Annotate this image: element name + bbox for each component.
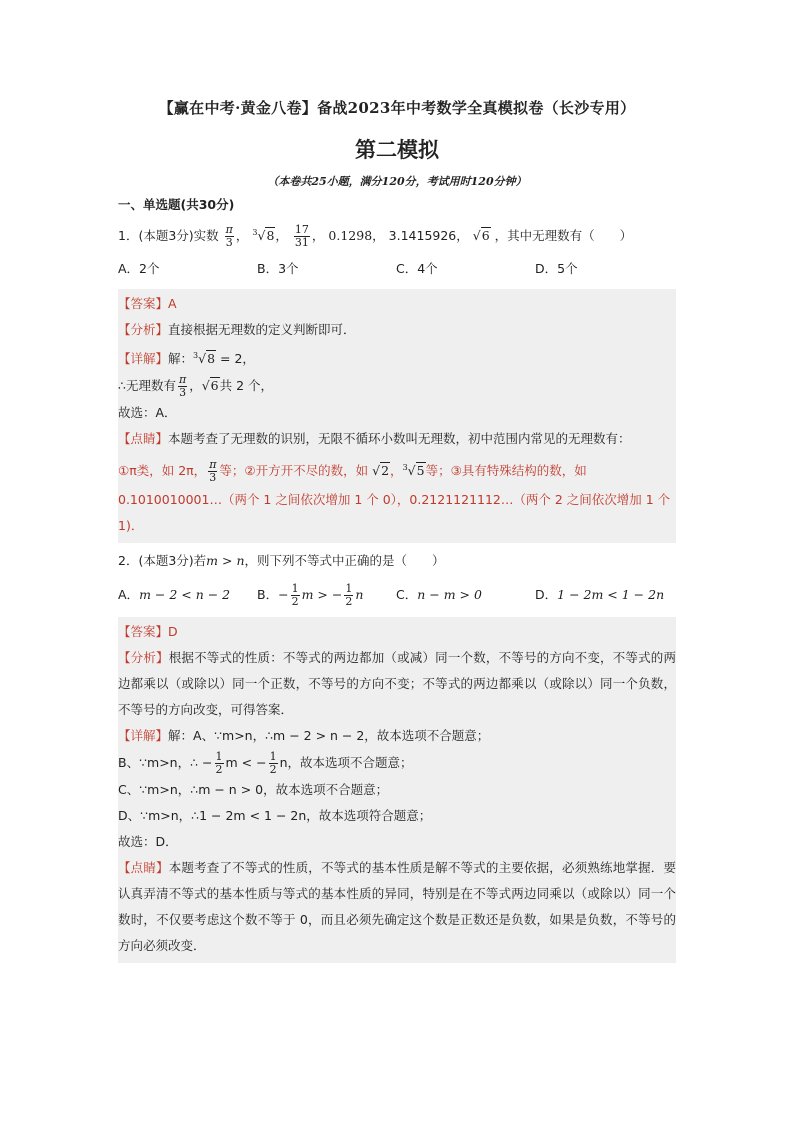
repeating-decimal: 0.129̇8̇ [328, 228, 373, 244]
question-1-stem: 1．(本题3分)实数 $\frac{\pi}{3}$ ， $^3$√8， $\frac{17}{31}$ ， 0.129̇8̇， 3.1415926， √6 ，其中无理数有（ ） [118, 223, 633, 250]
q2-analysis: 【分析】根据不等式的性质：不等式的两边都加（或减）同一个数，不等号的方向不变，不等式的两边都乘以（或除以）同一个正数，不等号的方向不变；不等式的两边都乘以（或除以）同一个负数，不等号的方向改变，可得答案． [118, 650, 676, 718]
q1-conclusion: 故选：A． [118, 405, 177, 421]
q1-comment: 【点睛】本题考查了无理数的识别，无限不循环小数叫无理数，初中范围内常见的无理数有： [118, 431, 631, 447]
doc-title: 【赢在中考·黄金八卷】备战2023年中考数学全真模拟卷（长沙专用） [158, 99, 636, 117]
q1-option-d: D．5个 [535, 261, 578, 277]
content-area [118, 96, 676, 963]
q2-option-d: D．1 − 2m < 1 − 2n [535, 587, 665, 603]
q2-option-b: B．− $\frac{1}{2}$ m > − $\frac{1}{2}$ n [257, 582, 364, 609]
q1-comment-2: ①π类，如 2π， $\frac{\pi}{3}$ 等；②开方开不尽的数，如 √2，$^3$√5等；③具有特殊结构的数，如 [118, 458, 587, 485]
q2-condition: m > n [206, 553, 245, 569]
q2-conclusion: 故选：D． [118, 834, 178, 850]
q2-detail-c: C、∵m>n，∴m − n > 0，故本选项不合题意； [118, 782, 389, 798]
q1-comment-4: 1)． [118, 518, 144, 534]
question-2-stem: 2．(本题3分)若m > n，则下列不等式中正确的是（ ） [118, 553, 445, 569]
q2-detail-a: 【详解】解：A、∵m>n，∴m − 2 > n − 2，故本选项不合题意； [118, 728, 490, 744]
fraction-pi-over-3: $\frac{\pi}{3}$ [225, 223, 233, 250]
q1-suffix: ，其中无理数有（ ） [494, 228, 633, 244]
q2-option-c: C．n − m > 0 [396, 587, 482, 603]
decimal-value: 3.1415926 [388, 228, 457, 244]
q2-answer: 【答案】D [118, 624, 178, 640]
q2-comment: 【点睛】本题考查了不等式的性质，不等式的基本性质是解不等式的主要依据，必须熟练地掌握．要认真弄清不等式的基本性质与等式的基本性质的异同，特别是在不等式两边同乘以（或除以）同一个数时，不仅要考虑这个数不等于 0，而且必须先确定这个数是正数还是负数，如果是负数，不等号的方向必须改变． [118, 860, 676, 954]
q1-prefix: 1．(本题3分)实数 [118, 228, 219, 244]
q1-answer: 【答案】A [118, 296, 177, 312]
exam-note: （本卷共25小题，满分120分，考试用时120分钟） [267, 175, 527, 188]
q1-options [118, 259, 676, 279]
q2-detail-b: B、∵m>n，∴ − $\frac{1}{2}$ m < − $\frac{1}{2}$ n，故本选项不合题意； [118, 750, 413, 777]
sqrt-6: √6 [472, 228, 490, 244]
q1-analysis: 【分析】直接根据无理数的定义判断即可． [118, 322, 356, 338]
q2-detail-d: D、∵m>n，∴1 − 2m < 1 − 2n，故本选项符合题意； [118, 808, 432, 824]
section-title: 一、单选题(共30分) [118, 197, 235, 212]
q2-option-a: A．m − 2 < n − 2 [118, 587, 231, 603]
q1-answer-block [118, 289, 676, 543]
fraction-17-31: $\frac{17}{31}$ [294, 223, 309, 250]
q2-answer-block [118, 617, 676, 963]
q1-comment-3: 0.1010010001…（两个 1 之间依次增加 1 个 0），0.2121121112…（两个 2 之间依次增加 1 个 [118, 492, 671, 508]
q1-option-a: A．2个 [118, 261, 160, 277]
q1-detail-2: ∴无理数有 $\frac{\pi}{3}$ ，√6共 2 个， [118, 373, 274, 400]
q1-option-b: B．3个 [257, 261, 299, 277]
q1-detail: 【详解】解：$^3$√8 = 2， [118, 351, 255, 367]
q2-options [118, 583, 676, 607]
cube-root-8: $^3$√8 [252, 228, 275, 244]
q1-option-c: C．4个 [396, 261, 438, 277]
doc-subtitle: 第二模拟 [355, 137, 439, 162]
